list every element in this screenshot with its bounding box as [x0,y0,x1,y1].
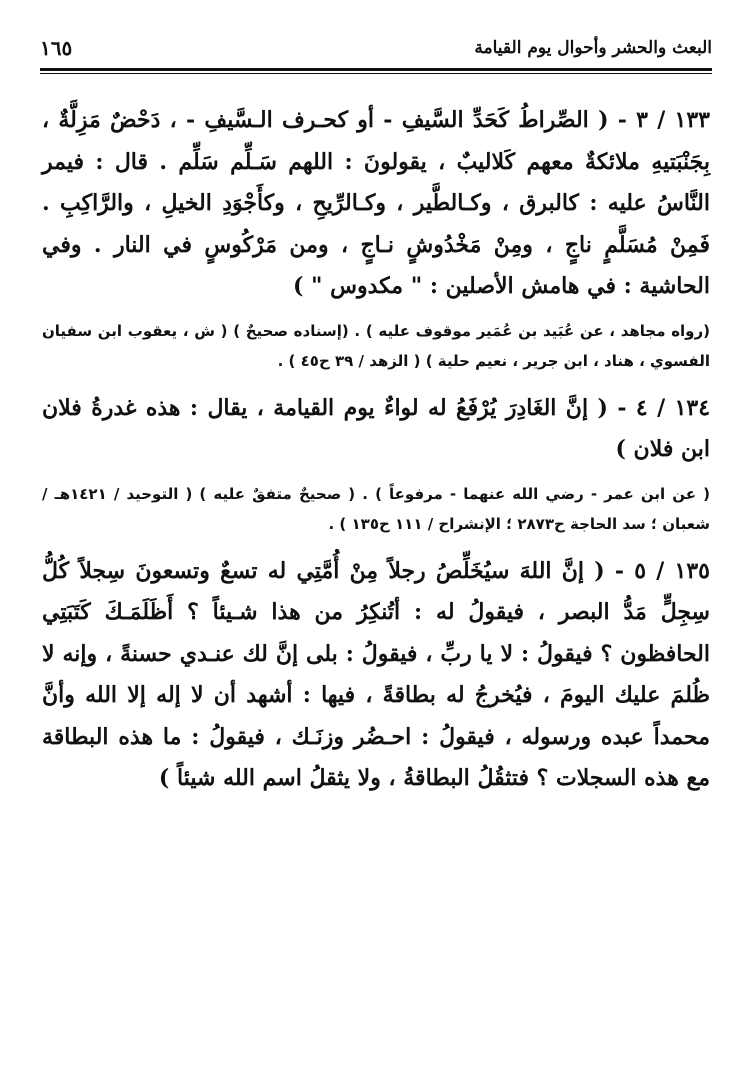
hadith-text: إنَّ الغَادِرَ يُرْفَعُ له لواءٌ يوم القيامة ، يقال : هذه غدرةُ فلان ابن فلان ) [42,394,710,462]
page-number: ١٦٥ [40,36,73,60]
page-body [42,100,710,800]
header-rule [40,68,712,71]
hadith-entry [42,388,710,471]
header-rule-thin [40,73,712,74]
hadith-text: الصِّراطُ كَحَدِّ السَّيفِ - أو كحـرف الـسَّيفِ - ، دَحْضٌ مَزِلَّةٌ ، بِجَنْبَتيهِ ملائكةٌ معهم كَلاليبٌ ، يقولونَ : اللهم سَـلِّم سَلِّم . قال : فيمر النَّاسُ عليه : كالبرق ، وكـالطَّير ، وكـالرِّيحِ ، وكأَجْوَدِ الخيلِ ، والرَّاكِبِ . فَمِنْ مُسَلَّمٍ ناجٍ ، ومِنْ مَخْدُوشٍ نـاجٍ ، ومن مَرْكُوسٍ في النار . وفي الحاشية : في هامش الأصلين : " مكدوس " ) [42,107,710,299]
hadith-source: (رواه مجاهد ، عن عُبَيد بن عُمَير موقوف عليه ) . (إسناده صحيحٌ ) ( ش ، يعقوب ابن سفيان الفسوي ، هناد ، ابن جرير ، نعيم حلية ) ( الزهد / ٣٩ ح٤٥ ) . [42,321,710,370]
running-title: البعث والحشر وأحوال يوم القيامة [474,38,712,58]
hadith-source: ( عن ابن عمر - رضي الله عنهما - مرفوعاً ) . ( صحيحٌ متفقٌ عليه ) ( التوحيد / ١٤٢١هـ / شعبان ؛ سد الحاجة ح٢٨٧٣ ؛ الإنشراح / ١١١ ح١٣٥ ) . [42,484,710,533]
page-header [40,36,712,66]
hadith-text: إنَّ اللهَ سيُخَلِّصُ رجلاً مِنْ أُمَّتِي له تسعٌ وتسعونَ سِجلاً كُلُّ سِجِلٍّ مَدُّ البصر ، فيقولُ له : أتُنكِرُ من هذا شـيئاً ؟ أَظَلَمَـكَ كَتَبَتِي الحافظون ؟ فيقولُ : لا يا ربِّ ، فيقولُ : بلى إنَّ لك عنـدي حسنةً ، وإنه لا ظُلمَ عليك اليومَ ، فيُخرجُ له بطاقةً ، فيها : أشهد أن لا إله إلا الله وأنَّ محمداً عبده ورسوله ، فيقولُ : احـضُر وزنَـك ، فيقولُ : ما هذه البطاقة مع هذه السجلات ؟ فتثقُلُ البطاقةُ ، ولا يثقلُ اسم الله شيئاً ) [42,557,710,791]
hadith-entry [42,100,710,308]
hadith-number: ١٣٤ / ٤ - ( [597,394,711,421]
hadith-entry [42,551,710,800]
hadith-number: ١٣٥ / ٥ - ( [594,557,710,584]
hadith-number: ١٣٣ / ٣ - ( [598,107,710,133]
